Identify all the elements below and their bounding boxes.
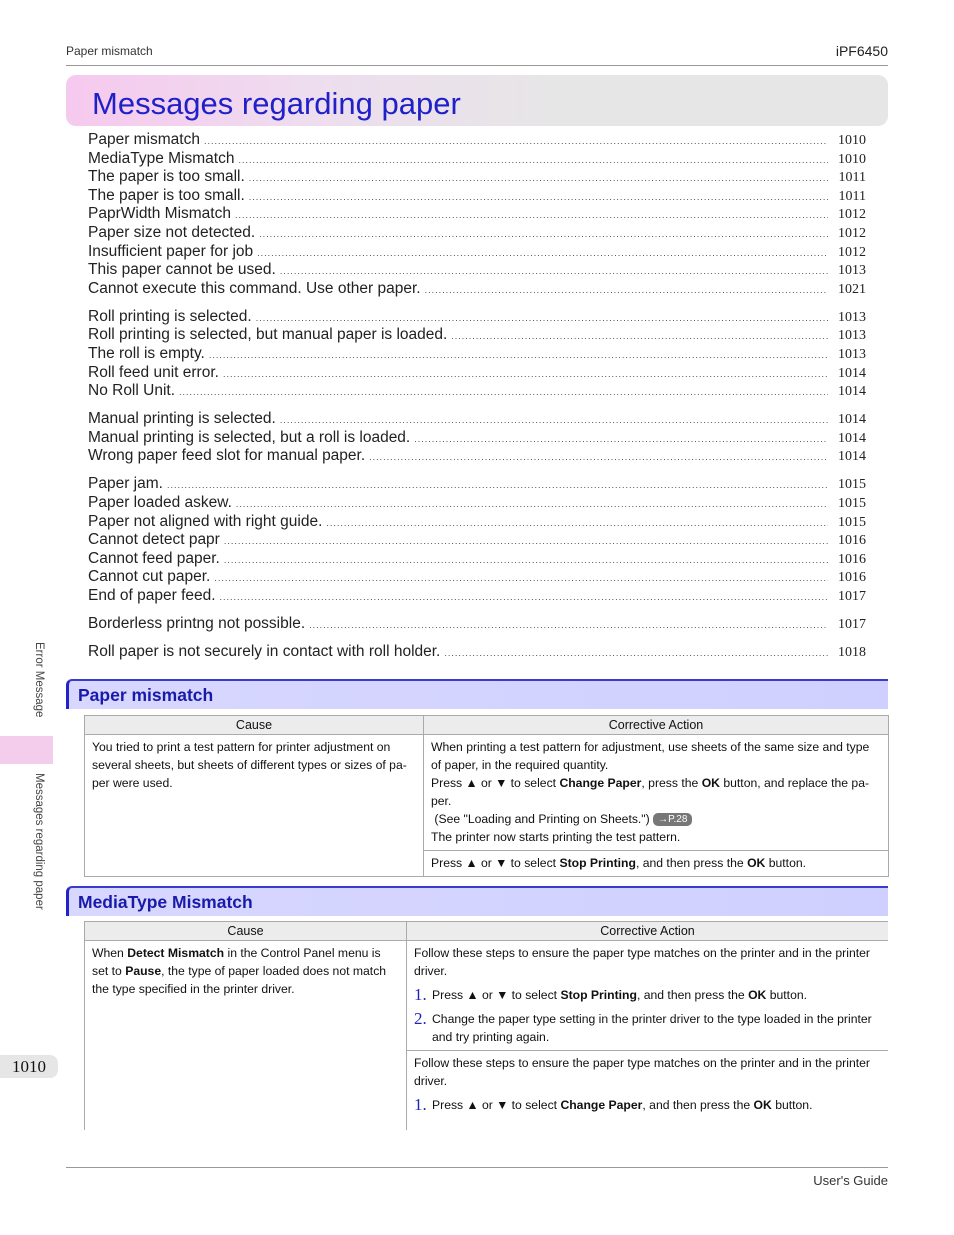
toc-leader-dots <box>369 452 828 462</box>
action-cell <box>407 1051 889 1131</box>
footer-text: User's Guide <box>813 1173 888 1188</box>
toc-leader-dots <box>236 499 828 509</box>
toc-entry[interactable] <box>88 475 866 494</box>
toc-entry[interactable] <box>88 168 866 187</box>
running-header-model: iPF6450 <box>835 43 888 59</box>
toc-entry[interactable] <box>88 345 866 364</box>
toc-entry-page: 1012 <box>838 226 866 241</box>
toc-entry[interactable] <box>88 364 866 383</box>
toc-entry-page: 1010 <box>838 133 866 148</box>
toc-leader-dots <box>223 369 828 379</box>
toc-leader-dots <box>309 620 828 630</box>
toc-leader-dots <box>249 192 828 202</box>
section-heading-paper-mismatch <box>66 679 888 709</box>
toc-entry-page: 1013 <box>838 263 866 279</box>
column-header-action: Corrective Action <box>407 922 889 941</box>
toc-entry[interactable] <box>88 205 866 224</box>
column-header-cause: Cause <box>85 922 407 941</box>
step-number: 1. <box>414 985 427 1004</box>
action-cell <box>424 735 889 851</box>
toc-leader-dots <box>280 266 828 276</box>
toc-entry-page: 1017 <box>838 589 866 604</box>
see-reference: (See "Loading and Printing on Sheets.") →P.28 <box>431 810 881 828</box>
toc-entry[interactable] <box>88 131 866 150</box>
toc-entry-label: Cannot cut paper. <box>88 568 211 586</box>
toc-entry-label: Paper jam. <box>88 475 163 493</box>
toc-entry-label: Wrong paper feed slot for manual paper. <box>88 447 366 465</box>
toc-entry-page: 1021 <box>838 281 866 297</box>
footer-divider <box>66 1167 888 1168</box>
toc-entry-label: Roll printing is selected, but manual paper is loaded. <box>88 326 448 344</box>
mediatype-table-clip <box>84 921 888 1130</box>
toc-leader-dots <box>235 210 828 220</box>
toc-leader-dots <box>224 536 828 546</box>
toc-entry[interactable] <box>88 531 866 550</box>
toc-entry[interactable] <box>88 447 866 466</box>
cause-cell <box>85 735 424 877</box>
toc-entry-page: 1014 <box>838 384 866 400</box>
toc-entry-page: 1016 <box>838 551 866 567</box>
toc-entry[interactable] <box>88 382 866 401</box>
toc-entry-page: 1016 <box>838 533 866 549</box>
column-header-cause: Cause <box>85 716 424 735</box>
toc-entry-page: 1011 <box>838 170 866 186</box>
toc-entry[interactable] <box>88 280 866 299</box>
toc-entry[interactable] <box>88 261 866 280</box>
action-intro: Follow these steps to ensure the paper type matches on the printer and in the printer driver. <box>414 1056 870 1088</box>
action-intro: Follow these steps to ensure the paper type matches on the printer and in the printer driver. <box>414 946 870 978</box>
page-reference-link[interactable]: →P.28 <box>653 813 692 826</box>
toc-leader-dots <box>179 387 828 397</box>
toc-entry-label: Roll printing is selected. <box>88 307 252 325</box>
action-cell <box>424 851 889 877</box>
toc-entry-page: 1015 <box>838 477 866 493</box>
toc-entry-page: 1018 <box>838 645 866 660</box>
toc-leader-dots <box>238 155 828 165</box>
toc-leader-dots <box>204 136 828 146</box>
toc-entry-page: 1016 <box>838 570 866 586</box>
toc-entry-page: 1014 <box>838 449 866 465</box>
toc-entry[interactable] <box>88 587 866 606</box>
toc-entry[interactable] <box>88 187 866 206</box>
toc-leader-dots <box>425 285 828 295</box>
toc-entry-page: 1014 <box>838 365 866 381</box>
toc-entry-label: Roll feed unit error. <box>88 363 219 381</box>
toc-entry-label: Paper not aligned with right guide. <box>88 512 323 530</box>
toc-entry-label: Manual printing is selected, but a roll is loaded. <box>88 428 411 446</box>
toc-leader-dots <box>249 173 828 183</box>
page-title: Messages regarding paper <box>92 86 461 121</box>
toc-leader-dots <box>414 434 828 444</box>
toc-entry[interactable] <box>88 568 866 587</box>
step-number: 2. <box>414 1009 427 1028</box>
toc-entry-label: Manual printing is selected. <box>88 410 276 428</box>
toc-leader-dots <box>256 313 828 323</box>
cause-text: You tried to print a test pattern for printer adjustment on several sheets, but sheets of different types or sizes of pa-per were used. <box>92 740 407 790</box>
toc-entry-page: 1014 <box>838 430 866 446</box>
toc-entry-label: Roll paper is not securely in contact with roll holder. <box>88 643 441 660</box>
toc-entry[interactable] <box>88 308 866 327</box>
toc-entry[interactable] <box>88 550 866 569</box>
action-cell <box>407 941 889 1051</box>
step-text: Change the paper type setting in the printer driver to the type loaded in the printer and try printing again. <box>432 1012 872 1044</box>
step-item: 1. Press ▲ or ▼ to select Stop Printing, and then press the OK button. <box>414 985 808 1004</box>
toc-entry-page: 1010 <box>838 151 866 167</box>
toc-entry-page: 1012 <box>838 207 866 223</box>
toc-entry[interactable] <box>88 150 866 169</box>
toc-entry-page: 1013 <box>838 309 866 325</box>
step-number: 1. <box>414 1095 427 1114</box>
toc-entry-page: 1014 <box>838 412 866 428</box>
toc-entry-page: 1015 <box>838 514 866 530</box>
toc-entry[interactable] <box>88 243 866 262</box>
mediatype-mismatch-table <box>84 921 888 1130</box>
toc-entry-label: The paper is too small. <box>88 186 245 204</box>
toc-leader-dots <box>259 229 828 239</box>
toc-entry-page: 1011 <box>838 188 866 204</box>
toc-entry-label: Paper mismatch <box>88 131 200 148</box>
toc-entry-page: 1013 <box>838 328 866 344</box>
toc-entry-label: Borderless printng not possible. <box>88 615 306 632</box>
action-instruction: Press ▲ or ▼ to select Stop Printing, and then press the OK button. <box>431 856 807 870</box>
toc-entry-label: End of paper feed. <box>88 587 216 604</box>
toc-entry-label: Paper loaded askew. <box>88 494 232 511</box>
step-item <box>414 1010 881 1046</box>
toc-entry-label: Insufficient paper for job <box>88 242 254 260</box>
toc-entry[interactable] <box>88 224 866 243</box>
toc-entry-label: No Roll Unit. <box>88 382 175 400</box>
toc-entry[interactable] <box>88 429 866 448</box>
toc-entry-label: The roll is empty. <box>88 345 205 362</box>
toc-leader-dots <box>257 248 828 258</box>
action-instruction: Press ▲ or ▼ to select Change Paper, press the OK button, and replace the pa-per. <box>431 776 870 808</box>
sidebar-active-tab <box>0 736 53 764</box>
action-text: When printing a test pattern for adjustment, use sheets of the same size and type of paper, in the required quantity. <box>431 740 870 772</box>
toc-leader-dots <box>224 555 828 565</box>
toc-entry-label: Paper size not detected. <box>88 224 256 241</box>
toc-entry-label: PaprWidth Mismatch <box>88 205 231 223</box>
toc-entry-page: 1015 <box>838 496 866 511</box>
toc-leader-dots <box>214 573 828 583</box>
toc-leader-dots <box>451 331 828 341</box>
toc-entry-label: Cannot execute this command. Use other paper. <box>88 279 421 297</box>
toc-entry[interactable] <box>88 410 866 429</box>
running-header-section: Paper mismatch <box>66 44 153 58</box>
header-divider <box>66 65 888 66</box>
section-title: Paper mismatch <box>78 685 214 705</box>
toc-leader-dots <box>326 518 828 528</box>
column-header-action: Corrective Action <box>424 716 889 735</box>
toc-leader-dots <box>220 592 828 602</box>
toc-entry-label: MediaType Mismatch <box>88 149 235 167</box>
toc-entry[interactable] <box>88 643 866 662</box>
sidebar-section-label: Messages regarding paper <box>33 773 45 910</box>
toc-entry-label: Cannot feed paper. <box>88 549 220 567</box>
toc-entry-page: 1012 <box>838 244 866 260</box>
toc-leader-dots <box>167 480 828 490</box>
toc-leader-dots <box>209 350 828 360</box>
cause-cell: When Detect Mismatch in the Control Panel menu is set to Pause, the type of paper loaded does not match the type specified in the printer driver. <box>85 941 407 1131</box>
sidebar-chapter-label: Error Message <box>33 642 45 718</box>
action-result: The printer now starts printing the test pattern. <box>431 830 681 844</box>
toc-entry-label: The paper is too small. <box>88 168 245 186</box>
toc-entry[interactable] <box>88 513 866 532</box>
toc-entry-label: This paper cannot be used. <box>88 261 276 279</box>
toc-leader-dots <box>280 415 828 425</box>
toc-entry[interactable] <box>88 615 866 634</box>
toc-entry-page: 1013 <box>838 347 866 362</box>
toc-entry-page: 1017 <box>838 617 866 632</box>
toc-entry[interactable] <box>88 326 866 345</box>
toc-entry-label: Cannot detect papr <box>88 531 220 549</box>
paper-mismatch-table <box>84 715 889 877</box>
toc-leader-dots <box>444 648 828 658</box>
step-item: 1. Press ▲ or ▼ to select Change Paper, and then press the OK button. <box>414 1095 813 1114</box>
section-title: MediaType Mismatch <box>78 892 253 912</box>
section-heading-mediatype-mismatch <box>66 886 888 916</box>
page-number: 1010 <box>0 1055 58 1078</box>
toc-entry[interactable] <box>88 494 866 513</box>
